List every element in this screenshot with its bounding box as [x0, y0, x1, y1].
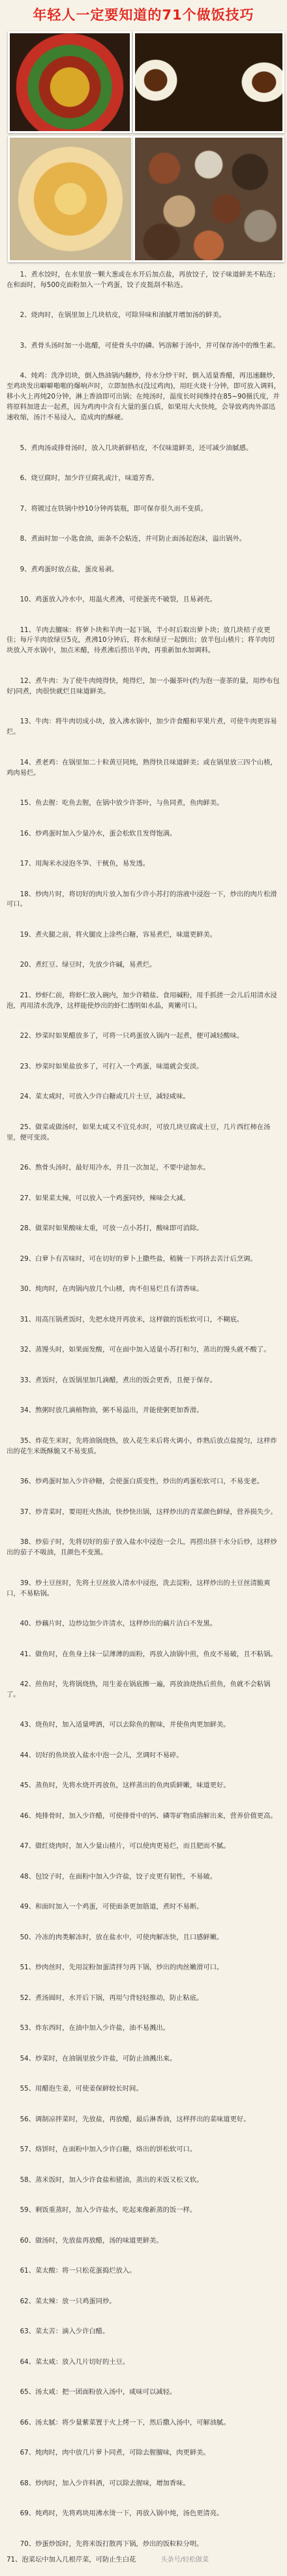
- tip-number: 27、: [20, 1194, 35, 1202]
- tip-item: [7, 2387, 280, 2398]
- tip-item: [7, 341, 280, 352]
- tip-text: 冷冻的肉类解冻时，放在盐水中，可使肉解冻快，且口感鲜嫩。: [35, 1933, 224, 1941]
- tip-text: 用淘米水浸泡冬笋、干鱿鱼，易发透。: [35, 860, 150, 868]
- tips-list: [7, 270, 280, 2550]
- tip-text: 炒茄子时，先将切好的茄子放入盐水中浸泡一会儿，再捞出挤干水分后炒，这样炒出的茄子不吸油，且颜色不变黑。: [7, 1538, 277, 1557]
- tip-number: 56、: [20, 2115, 35, 2123]
- tip-number: 21、: [20, 991, 35, 999]
- tip-item: [7, 1751, 280, 1761]
- tip-item: [7, 1963, 280, 1973]
- tip-item: [7, 595, 280, 605]
- tip-text: 菜太辣：放一只鸡蛋同炒。: [35, 2297, 116, 2305]
- tip-text: 煮面时加一小匙食油，面条不会粘连，并可防止面汤起泡沫，溢出锅外。: [31, 535, 246, 543]
- tip-item: [7, 1254, 280, 1265]
- tip-text: 炒肉丝时，先用淀粉加蛋清拌匀再下锅，炒出的肉丝嫩滑可口。: [35, 1963, 224, 1972]
- tip-item: [7, 1841, 280, 1852]
- tip-text: 烧豆腐时，加少许豆腐乳或汁，味道芳香。: [31, 474, 159, 483]
- tip-item: [7, 2205, 280, 2216]
- tip-text: 炒虾仁前，将虾仁放入碗内，加少许精盐、食用碱粉，用手抓搓一会儿后用清水浸泡，再用清水洗净，这样能使炒出的虾仁透明如水晶，爽嫩可口。: [7, 991, 277, 1010]
- page-title: 年轻人一定要知道的71个做饭技巧: [33, 7, 254, 23]
- tip-item: [7, 1031, 280, 1042]
- tip-item: [7, 1092, 280, 1102]
- tip-number: 38、: [20, 1538, 35, 1547]
- tip-text: 炒菜时如果醋放多了，可将一只鸡蛋放入锅内一起煮，便可减轻酸味。: [35, 1032, 244, 1040]
- tip-item: [7, 504, 280, 515]
- tip-text: 鸡蛋放入冷水中，用温火煮沸，可使蛋壳不破裂，且易剥壳。: [35, 596, 217, 604]
- tip-number: 62、: [20, 2297, 35, 2305]
- tip-item: [7, 1720, 280, 1731]
- tip-number: 15、: [20, 799, 35, 808]
- tip-text: 炒肉时，加入少许料酒，可以除去腥味，增加香味。: [35, 2479, 190, 2487]
- tip-item: [7, 2509, 280, 2519]
- tip-item: [7, 2115, 280, 2125]
- tip-number: 11、: [20, 626, 35, 634]
- tip-text: 炒青菜时，要用旺火热油，快炒快出锅，这样炒出的青菜颜色鲜绿，营养损失少。: [35, 1508, 277, 1516]
- tip-text: 做汤时，先放盐再放醋，汤的味道更鲜美。: [35, 2236, 163, 2245]
- tip-text: 汤太腻：将少量紫菜置于火上烤一下，然后撒入汤中，可解油腻。: [35, 2418, 230, 2427]
- tip-item: [7, 270, 280, 291]
- tip-item: [7, 758, 280, 779]
- tip-item: [7, 1436, 280, 1457]
- tip-text: 将镀过在铁锅中炒10分钟再装瓶，即可保存很久而不变质。: [31, 504, 207, 513]
- tip-item: [7, 960, 280, 971]
- tip-item: [7, 2479, 280, 2489]
- tip-item: [7, 1224, 280, 1234]
- food-photo-pudding: [133, 31, 284, 133]
- tip-number: 52、: [20, 1993, 35, 2002]
- tip-number: 23、: [20, 1062, 35, 1070]
- tip-text: 菜太咸时，可放入少许白糖或几片土豆，减轻咸味。: [35, 1093, 190, 1101]
- tip-number: 70、: [20, 2539, 35, 2548]
- tip-number: 8、: [20, 535, 31, 543]
- tip-item: [7, 534, 280, 545]
- tip-item: [7, 1194, 280, 1204]
- tip-item: [7, 676, 280, 697]
- tip-number: 64、: [20, 2357, 35, 2366]
- tip-item: [7, 1315, 280, 1326]
- tip-text: 炒藕片时，边炒边加少许清水，这样炒出的藕片洁白不发黑。: [35, 1620, 217, 1628]
- tip-item: [7, 2357, 280, 2368]
- tip-item: [7, 371, 280, 423]
- tip-number: 5、: [20, 444, 31, 452]
- tip-text: 白萝卜有苦味时，可在切好的萝卜上撒些盐，稍腌一下再挤去苦汁后烹调。: [35, 1254, 257, 1263]
- tip-number: 39、: [20, 1579, 35, 1587]
- tip-number: 16、: [20, 829, 35, 838]
- tip-text: 炒菜时如果盐放多了，可打入一个鸡蛋，味道就会变淡。: [35, 1062, 204, 1070]
- tip-item: [7, 1811, 280, 1822]
- tip-item: [7, 1933, 280, 1943]
- tip-item: [7, 1993, 280, 2004]
- tip-item: [7, 2236, 280, 2247]
- tip-item: [7, 2023, 280, 2034]
- tip-number: 66、: [20, 2418, 35, 2427]
- tip-text: 牛肉：将牛肉切成小块，放入沸水锅中，加少许食醋和苹果片煮，可使牛肉更容易烂。: [7, 718, 277, 736]
- tip-text: 烙饼时，在面粉中加入少许白糖，烙出的饼松软可口。: [35, 2145, 197, 2154]
- tip-text: 剩饭重蒸时，加入少许盐水，吃起来像新蒸的饭一样。: [35, 2206, 197, 2215]
- tip-item: [7, 1508, 280, 1518]
- tip-item: [7, 626, 280, 657]
- tip-text: 熬骨头汤时，最好用冷水，并且一次加足，不要中途加水。: [35, 1164, 210, 1172]
- tip-text: 煮红豆、绿豆时，先放少许碱，易煮烂。: [35, 961, 157, 969]
- tip-number: 65、: [20, 2388, 35, 2397]
- tip-item: [7, 1781, 280, 1791]
- tip-number: 19、: [20, 930, 35, 939]
- tip-item: [7, 2054, 280, 2065]
- tip-number: 60、: [20, 2236, 35, 2245]
- tip-text: 做菜或做汤时，如果太咸又不宜兑水时，可放几块豆腐或土豆，几片西红柿在汤里，便可变淡。: [7, 1123, 271, 1142]
- tip-item: [7, 1680, 280, 1701]
- tip-text: 煮牛肉：为了使牛肉炖得快，炖得烂，加一小撮茶叶(约为泡一壶茶的量，用纱布包好)同煮，肉很快就烂且味道鲜美。: [7, 676, 280, 695]
- tip-text: 做鱼时，在鱼身上抹一层薄薄的面粉，再放入油锅中煎，鱼皮不易破，且不粘锅。: [35, 1650, 277, 1658]
- tip-number: 9、: [20, 565, 31, 573]
- tip-number: 35、: [20, 1436, 35, 1445]
- tip-item: [7, 829, 280, 840]
- tip-number: 55、: [20, 2085, 35, 2093]
- tip-text: 炖肉时，在肉锅内放几个山楂，肉不但易烂且有清香味。: [35, 1285, 204, 1294]
- tip-text: 炖肉时，肉中放几片萝卜同煮，可除去腥膻味，肉更鲜美。: [35, 2449, 210, 2457]
- tip-item: [7, 1345, 280, 1356]
- tip-number: 41、: [20, 1650, 35, 1658]
- tip-number: 48、: [20, 1872, 35, 1881]
- tip-item: [7, 1619, 280, 1629]
- tip-item: [7, 1062, 280, 1072]
- tip-item: [7, 1538, 280, 1558]
- tip-number: 67、: [20, 2449, 35, 2457]
- food-photo-stew: [8, 136, 133, 262]
- tip-text: 做红烧肉时，加入少量山楂片，可以使肉更易烂，而且肥而不腻。: [35, 1842, 230, 1851]
- tip-number: 14、: [20, 758, 35, 766]
- tip-item: [7, 2145, 280, 2155]
- tip-item: [7, 1406, 280, 1416]
- tip-text: 蒸鱼时，先将水烧开再放鱼，这样蒸出的鱼肉质鲜嫩，味道更好。: [35, 1781, 230, 1790]
- tip-text: 煎鱼时，先将锅烧热，用生姜在锅底擦一遍，再放油烧热后煎鱼，鱼就不会粘锅了。: [7, 1680, 271, 1699]
- tip-text: 炸东西时，在油中加入少许盐，油不易溅出。: [35, 2024, 170, 2033]
- tip-text: 炒鸡蛋时加入少量冷水，蛋会松软且发得饱满。: [35, 829, 177, 838]
- tip-number: 25、: [20, 1123, 35, 1131]
- tip-item: [7, 2266, 280, 2277]
- tip-text: 汤太咸：把一团面粉放入汤中，咸味可以减轻。: [35, 2388, 177, 2397]
- tip-number: 54、: [20, 2054, 35, 2063]
- tip-number: 71、: [7, 2556, 22, 2564]
- tip-number: 12、: [20, 676, 35, 685]
- tip-item: [7, 2539, 280, 2550]
- tip-text: 烧鱼时，加入适量啤酒，可以去除鱼的腥味，并使鱼肉更加鲜美。: [35, 1721, 230, 1729]
- tip-item: [7, 311, 280, 321]
- tip-item: [7, 1650, 280, 1660]
- tip-text: 包饺子时，在面粉中加入少许盐，饺子皮更有韧性，不易破。: [35, 1872, 217, 1881]
- tip-number: 26、: [20, 1164, 35, 1172]
- tip-text: 煮骨头汤时加一小匙醋，可使骨头中的磷、钙溶解于汤中，并可保存汤中的维生素。: [31, 341, 280, 350]
- tip-item: [7, 2418, 280, 2429]
- tip-text: 做菜时如果酸味太重，可放一点小苏打，酸味即可消除。: [35, 1224, 204, 1233]
- tip-text: 蒸馒头时，如果面发酸，可在面中加入适量小苏打和匀，蒸出的馒头就不酸了。: [35, 1346, 271, 1354]
- tip-number: 46、: [20, 1811, 35, 1820]
- food-photo-stir-fry: [8, 31, 132, 133]
- last-tip: [7, 2555, 136, 2566]
- tip-text: 菜太酸：将一只松花蛋捣烂放入。: [35, 2267, 136, 2275]
- tip-text: 蒸米饭时，加入少许食盐和猪油，蒸出的米饭又松又软。: [35, 2175, 204, 2184]
- tip-number: 68、: [20, 2479, 35, 2487]
- tip-text: 炒菜时，在油锅里放少许盐，可防止油溅出来。: [35, 2054, 177, 2063]
- tip-text: 煮鸡蛋时放点盐，蛋皮易剥。: [31, 565, 119, 573]
- tip-number: 29、: [20, 1254, 35, 1263]
- tip-item: [7, 1123, 280, 1144]
- tip-number: 24、: [20, 1093, 35, 1101]
- tip-text: 煮汤圆时，水开后下锅，再用勺背轻轻推动，防止粘底。: [35, 1993, 204, 2002]
- tip-item: [7, 859, 280, 870]
- tip-item: [7, 1163, 280, 1174]
- tip-text: 煮火腿之前，将火腿皮上涂些白糖，容易煮烂，味道更鲜美。: [35, 930, 217, 939]
- tip-text: 泡菜坛中加入几根芹菜，可防止生白花: [22, 2556, 136, 2564]
- tip-item: [7, 1477, 280, 1487]
- tip-item: [7, 2448, 280, 2459]
- tip-text: 调制凉拌菜时，先放盐，再放醋，最后淋香油，这样拌出的菜味道更好。: [35, 2115, 250, 2123]
- tip-number: 51、: [20, 1963, 35, 1972]
- tip-number: 37、: [20, 1508, 35, 1516]
- tip-number: 6、: [20, 474, 31, 483]
- tip-number: 17、: [20, 860, 35, 868]
- tip-item: [7, 717, 280, 738]
- tip-text: 用醋泡生姜，可使姜保鲜较长时间。: [35, 2085, 143, 2093]
- tip-number: 36、: [20, 1477, 35, 1486]
- tip-text: 用高压锅煮饭时，先把水烧开再放米，这样做的饭松软可口，不糊底。: [35, 1315, 244, 1324]
- tip-item: [7, 1579, 280, 1599]
- tip-text: 煮老鸡：在锅里加二十粒黄豆同炖，熟得快且味道鲜美；或在锅里放三四个山楂，鸡肉易烂。: [7, 758, 277, 777]
- tip-text: 煮饭时，在饭锅里加几滴醋，煮出的饭会更香，且便于保存。: [35, 1376, 217, 1384]
- tip-item: [7, 444, 280, 454]
- tip-text: 烧肉时，在锅里加上几块桔皮，可除异味和油腻并增加汤的鲜美。: [31, 311, 226, 320]
- tip-number: 61、: [20, 2267, 35, 2275]
- tip-number: 28、: [20, 1224, 35, 1233]
- tip-number: 69、: [20, 2509, 35, 2518]
- photo-collage: [5, 30, 282, 264]
- tip-text: 菜太苦：滴入少许白醋。: [35, 2327, 110, 2336]
- tip-number: 43、: [20, 1721, 35, 1729]
- tip-item: [7, 2297, 280, 2307]
- tip-number: 34、: [20, 1406, 35, 1415]
- tip-text: 煮肉汤或排骨汤时，放入几块新鲜桔皮，不仅味道鲜美，还可减少油腻感。: [31, 444, 253, 452]
- tip-item: [7, 1902, 280, 1913]
- tip-number: 53、: [20, 2024, 35, 2033]
- tip-text: 鱼去腥：吃鱼去腥，在锅中放少许茶叶，与鱼同煮，鱼肉鲜美。: [35, 799, 224, 808]
- tip-number: 42、: [20, 1680, 35, 1688]
- tip-text: 炖排骨时，加入少许醋，可使排骨中的钙、磷等矿物质溶解出来，营养价值更高。: [35, 1811, 277, 1820]
- tip-number: 63、: [20, 2327, 35, 2336]
- tip-number: 59、: [20, 2206, 35, 2215]
- tip-item: [7, 474, 280, 484]
- tip-text: 羊肉去膻味：将萝卜块和羊肉一起下锅，半小时后取出萝卜块；放几块桔子皮更佳；每斤羊肉放绿豆5克，煮沸10分钟后，将水和绿豆一起倒出；放半包山楂片；将羊肉切块放入开水锅中，加点米醋，待煮沸后捞出羊肉，再重新加水加调料。: [7, 626, 275, 655]
- page-footer: [0, 2554, 287, 2572]
- tip-number: 45、: [20, 1781, 35, 1790]
- watermark: 头条号/轻松做菜: [160, 2556, 209, 2564]
- tip-number: 33、: [20, 1376, 35, 1384]
- tip-number: 32、: [20, 1346, 35, 1354]
- tip-item: [7, 565, 280, 575]
- tip-text: 炒肉片时，将切好的肉片放入加有少许小苏打的溶液中浸泡一下，炒出的肉片松滑可口。: [7, 890, 277, 909]
- tip-number: 57、: [20, 2145, 35, 2154]
- tip-number: 47、: [20, 1842, 35, 1851]
- tip-number: 50、: [20, 1933, 35, 1941]
- tip-item: [7, 991, 280, 1012]
- tip-text: 煮水饺时，在水里放一颗大葱或在水开后加点盐，再放饺子，饺子味道鲜美不粘连；在和面时，每500克面粉加入一个鸡蛋，饺子皮挺刮不粘连。: [7, 271, 280, 289]
- tip-text: 炒土豆丝时，先将土豆丝放入清水中浸泡，洗去淀粉，这样炒出的土豆丝清脆爽口，不易粘锅。: [7, 1579, 271, 1598]
- tip-number: 2、: [20, 311, 31, 320]
- tip-number: 30、: [20, 1285, 35, 1294]
- tip-text: 熬粥时放几滴植物油，粥不易溢出，并能使粥更加香滑。: [35, 1406, 204, 1415]
- tip-item: [7, 1872, 280, 1883]
- tip-text: 炖鸡：洗净切块，倒入热油锅内翻炒，待水分炒干时，倒入适量香醋，再迅速翻炒，至鸡块发出噼噼啪啪的爆响声时，立即加热水(没过鸡肉)，用旺火烧十分钟，即可放入调料，移小火上再炖20分钟，淋上香油即可出锅；在炖汤时，温度长时间维持在85~90摄氏度，并将原料加进去一起煮，因为鸡肉中含有大量的蛋白质，如果用大火快炖，会导致鸡肉外部迅速收缩，汤汁不易浸入，造成肉的酥硬。: [7, 372, 280, 422]
- tip-number: 10、: [20, 596, 35, 604]
- tip-text: 菜太咸：放入几片切好的土豆。: [35, 2357, 130, 2366]
- tip-item: [7, 2327, 280, 2337]
- tip-number: 40、: [20, 1620, 35, 1628]
- tip-number: 49、: [20, 1903, 35, 1911]
- tip-number: 3、: [20, 341, 31, 350]
- tip-number: 22、: [20, 1032, 35, 1040]
- tip-text: 和面时加入一个鸡蛋，可使面条更加筋道，煮时不易断。: [35, 1903, 204, 1911]
- tip-number: 18、: [20, 890, 35, 898]
- tip-number: 4、: [20, 372, 31, 380]
- tip-number: 58、: [20, 2175, 35, 2184]
- tip-text: 切好的鱼块放入盐水中泡一会儿，烹调时不易碎。: [35, 1751, 183, 1759]
- tip-number: 31、: [20, 1315, 35, 1324]
- tip-item: [7, 2084, 280, 2095]
- tip-item: [7, 798, 280, 809]
- tip-text: 炖鸡时，先将鸡块用沸水烫一下，再放入锅中炖，汤色更清亮。: [35, 2509, 224, 2518]
- tip-number: 44、: [20, 1751, 35, 1759]
- tip-item: [7, 890, 280, 911]
- tip-text: 如果菜太辣，可以放入一个鸡蛋同炒，辣味会大减。: [35, 1194, 190, 1202]
- tip-item: [7, 930, 280, 941]
- tip-item: [7, 1284, 280, 1295]
- tip-number: 13、: [20, 718, 35, 726]
- tip-text: 炒鸡蛋时加入少许砂糖，会使蛋白质变性，炒出的鸡蛋松软可口，不易变老。: [35, 1477, 264, 1486]
- tip-text: 炒蛋炒饭时，先将米饭打散再下锅，炒出的饭粒粒分明。: [35, 2539, 204, 2548]
- tip-item: [7, 1376, 280, 1386]
- tip-item: [7, 2175, 280, 2186]
- food-photo-platter: [133, 136, 284, 262]
- tip-number: 1、: [20, 271, 31, 279]
- tip-number: 7、: [20, 504, 31, 513]
- tip-number: 20、: [20, 961, 35, 969]
- tip-text: 炸花生米时，先将油锅烧热，放入花生米后将火调小，炸熟后放点盐搅匀，这样炸出的花生米既酥脆又不易变质。: [7, 1436, 277, 1455]
